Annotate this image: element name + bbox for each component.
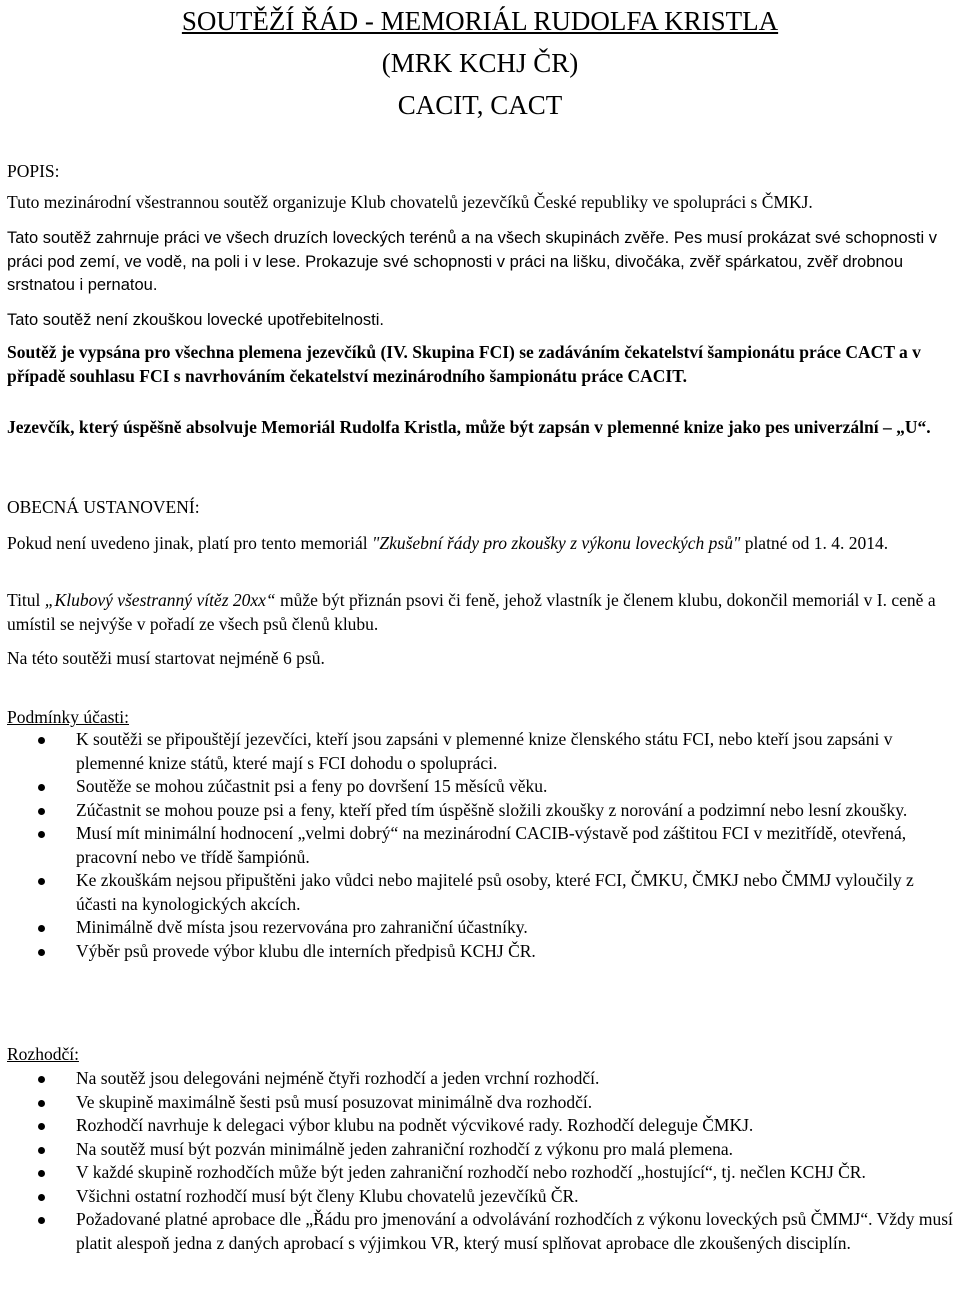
list-item: Na soutěž jsou delegováni nejméně čtyři rozhodčí a jeden vrchní rozhodčí. bbox=[0, 1067, 958, 1091]
list-item: K soutěži se připouštějí jezevčíci, kteří jsou zapsáni v plemenné knize členského státu FCI, nebo kteří jsou zapsáni v plemenné knize států, které mají s FCI dohodu o spolupráci. bbox=[0, 728, 958, 775]
document-title: SOUTĚŽÍ ŘÁD - MEMORIÁL RUDOLFA KRISTLA bbox=[181, 6, 779, 36]
obecna-paragraph-1 bbox=[7, 532, 952, 556]
list-item: Musí mít minimální hodnocení „velmi dobrý“ na mezinárodní CACIB-výstavě pod záštitou FCI v mezitřídě, otevřená, pracovní nebo ve třídě šampiónů. bbox=[0, 822, 958, 869]
obecna-p2-rest: může být přiznán psovi či feně, jehož vlastník je členem klubu, dokončil memoriál v I. ceně a umístil se nejvýše v pořadí ze všech psů členů klubu. bbox=[7, 590, 936, 634]
obecna-p1-reference: "Zkušební řády pro zkoušky z výkonu loveckých psů" bbox=[372, 533, 741, 553]
list-item: Na soutěž musí být pozván minimálně jeden zahraniční rozhodčí z výkonu pro malá plemena. bbox=[0, 1138, 958, 1162]
popis-paragraph-1: Tuto mezinárodní všestrannou soutěž organizuje Klub chovatelů jezevčíků České republiky ve spolupráci s ČMKJ. bbox=[7, 192, 813, 212]
popis-paragraph-4: Soutěž je vypsána pro všechna plemena jezevčíků (IV. Skupina FCI) se zadáváním čekatelství šampionátu práce CACT a v případě souhlasu FCI s navrhováním čekatelství mezinárodního šampionátu práce CACIT. bbox=[7, 342, 921, 386]
obecna-paragraph-3: Na této soutěži musí startovat nejméně 6 psů. bbox=[7, 648, 325, 668]
list-item: Soutěže se mohou zúčastnit psi a feny po dovršení 15 měsíců věku. bbox=[0, 775, 958, 799]
obecna-heading: OBECNÁ USTANOVENÍ: bbox=[7, 497, 200, 517]
popis-paragraph-3: Tato soutěž není zkouškou lovecké upotřebitelnosti. bbox=[7, 311, 384, 329]
rozhodci-heading: Rozhodčí: bbox=[7, 1044, 79, 1064]
list-item: Ve skupině maximálně šesti psů musí posuzovat minimálně dva rozhodčí. bbox=[0, 1091, 958, 1115]
popis-paragraph-2: Tato soutěž zahrnuje práci ve všech druzích loveckých terénů a na všech skupinách zvěře. Pes musí prokázat své schopnosti v práci pod zemí, ve vodě, na poli i v lese. Prokazuje své schopnosti v práci na lišku, divočáka, zvěř spárkatou, zvěř drobnou srstnatou i pernatou. bbox=[7, 229, 937, 294]
list-item: Požadované platné aprobace dle „Řádu pro jmenování a odvolávání rozhodčích z výkonu loveckých psů ČMMJ“. Vždy musí platit alespoň jedna z daných aprobací s výjimkou VR, který musí splňovat aprobace dle zkoušených disciplín. bbox=[0, 1208, 958, 1255]
list-item: V každé skupině rozhodčích může být jeden zahraniční rozhodčí nebo rozhodčí „hostující“, tj. nečlen KCHJ ČR. bbox=[0, 1161, 958, 1185]
document-subtitle: (MRK KCHJ ČR) bbox=[381, 48, 579, 78]
list-item: Rozhodčí navrhuje k delegaci výbor klubu na podnět výcvikové rady. Rozhodčí deleguje ČMKJ. bbox=[0, 1114, 958, 1138]
popis-heading: POPIS: bbox=[7, 161, 60, 181]
list-item: Zúčastnit se mohou pouze psi a feny, kteří před tím úspěšně složili zkoušky z norování a podzimní nebo lesní zkoušky. bbox=[0, 799, 958, 823]
obecna-p1-text: Pokud není uvedeno jinak, platí pro tento memoriál bbox=[7, 533, 372, 553]
obecna-p2-title: „Klubový všestranný vítěz 20xx“ bbox=[44, 590, 276, 610]
rozhodci-list bbox=[0, 1067, 958, 1255]
obecna-paragraph-2 bbox=[7, 589, 952, 636]
list-item: Výběr psů provede výbor klubu dle interních předpisů KCHJ ČR. bbox=[0, 940, 958, 964]
list-item: Minimálně dvě místa jsou rezervována pro zahraniční účastníky. bbox=[0, 916, 958, 940]
list-item: Ke zkouškám nejsou připuštěni jako vůdci nebo majitelé psů osoby, které FCI, ČMKU, ČMKJ nebo ČMMJ vyloučily z účasti na kynologických akcích. bbox=[0, 869, 958, 916]
popis-paragraph-5: Jezevčík, který úspěšně absolvuje Memoriál Rudolfa Kristla, může být zapsán v plemenné knize jako pes univerzální – „U“. bbox=[7, 417, 931, 437]
list-item: Všichni ostatní rozhodčí musí být členy Klubu chovatelů jezevčíků ČR. bbox=[0, 1185, 958, 1209]
podminky-list bbox=[0, 728, 958, 963]
document-certificates: CACIT, CACT bbox=[397, 90, 563, 120]
podminky-heading: Podmínky účasti: bbox=[7, 707, 130, 727]
obecna-p2-text: Titul bbox=[7, 590, 45, 610]
obecna-p1-date: platné od 1. 4. 2014. bbox=[740, 533, 889, 553]
